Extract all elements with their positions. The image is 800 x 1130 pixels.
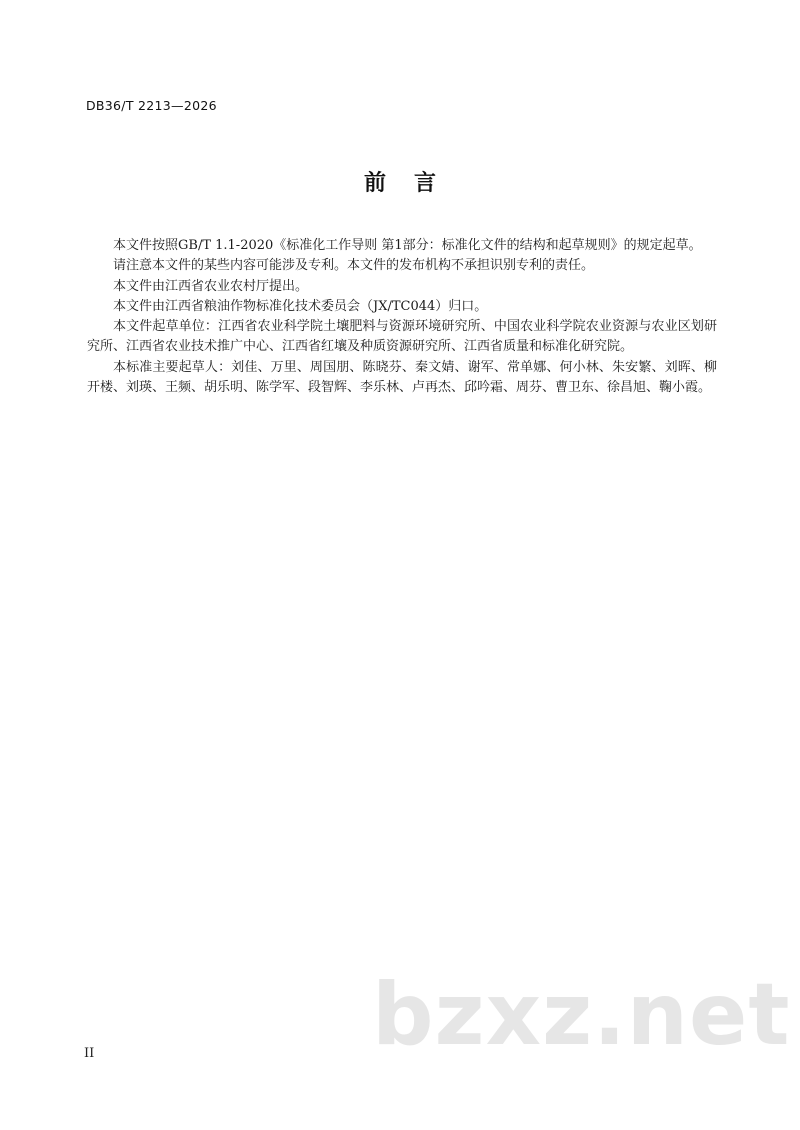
paragraph-drafting-units: 本文件起草单位：江西省农业科学院土壤肥料与资源环境研究所、中国农业科学院农业资源与农业区划研究所、江西省农业技术推广中心、江西省红壤及种质资源研究所、江西省质量和标准化研究院。 (87, 319, 717, 355)
paragraph-patent-notice: 请注意本文件的某些内容可能涉及专利。本文件的发布机构不承担识别专利的责任。 (113, 258, 595, 274)
document-code: DB36/T 2213—2026 (86, 98, 217, 113)
paragraph-technical-committee: 本文件由江西省粮油作物标准化技术委员会（JX/TC044）归口。 (113, 298, 488, 314)
site-watermark: bzxz.net (372, 965, 791, 1065)
paragraph-proposer: 本文件由江西省农业农村厅提出。 (113, 278, 309, 294)
page-number: II (84, 1046, 95, 1061)
paragraph-drafters: 本标准主要起草人：刘佳、万里、周国朋、陈晓芬、秦文婧、谢军、常单娜、何小林、朱安繁、刘晖、柳开楼、刘瑛、王频、胡乐明、陈学军、段智辉、李乐林、卢再杰、邱吟霜、周芬、曹卫东、徐昌旭、鞠小霞。 (87, 359, 717, 396)
page-title: 前言 (363, 171, 464, 196)
paragraph-drafting-rules: 本文件按照GB/T 1.1-2020《标准化工作导则 第1部分：标准化文件的结构和起草规则》的规定起草。 (113, 238, 702, 253)
foreword-body (87, 236, 717, 398)
